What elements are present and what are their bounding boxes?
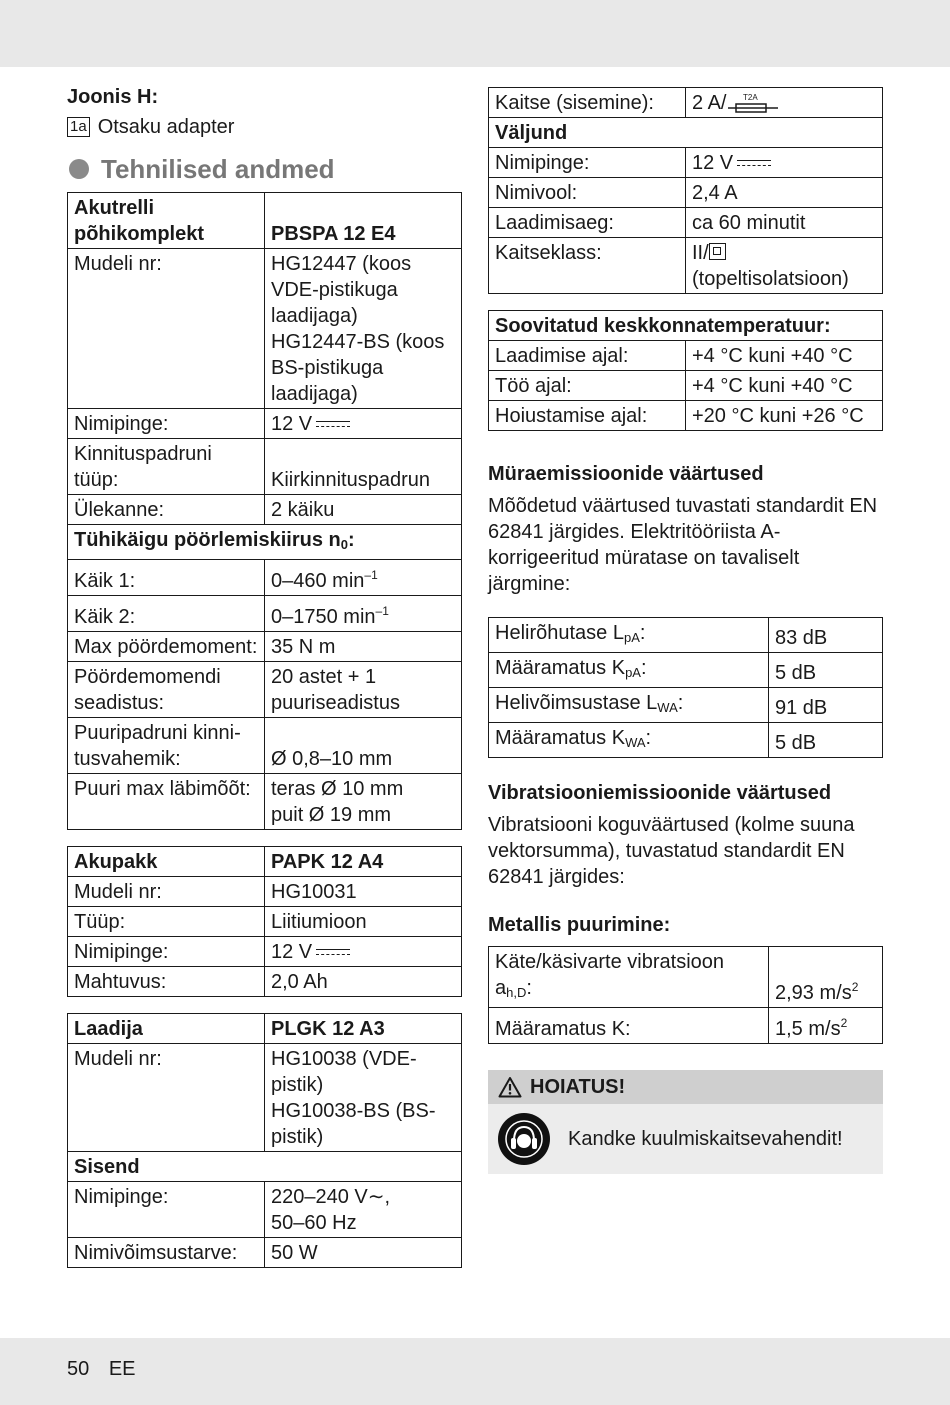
input-voltage-value-2: 50–60 Hz	[271, 1212, 357, 1234]
charger-output-table	[488, 87, 883, 294]
protection-class-text: II/	[692, 242, 709, 264]
gear-label: Ülekanne:	[68, 495, 265, 525]
page-number: 50	[67, 1358, 90, 1380]
torque-setting-label: Pöördemomendi seadistus:	[68, 662, 265, 718]
battery-capacity-label: Mahtuvus:	[68, 967, 265, 997]
uncertainty-label: Määramatus K:	[489, 1008, 769, 1044]
battery-head-model: PAPK 12 A4	[265, 847, 462, 877]
ear-protection-icon	[498, 1113, 550, 1165]
table-row	[489, 88, 883, 118]
input-voltage-label: Nimipinge:	[68, 1182, 265, 1238]
battery-voltage-value: 12 V	[271, 941, 313, 963]
drill-model-value-1: HG12447 (koos VDE-pistikuga laadijaga)	[271, 253, 412, 327]
right-column	[488, 87, 883, 1174]
noise-label	[489, 653, 769, 688]
temp-value: +20 °C kuni +26 °C	[686, 401, 883, 431]
vibration-table	[488, 946, 883, 1044]
torque-setting-value: 20 astet + 1 puuriseadistus	[265, 662, 462, 718]
table-row	[68, 525, 462, 560]
battery-type-value: Liitiumioon	[265, 907, 462, 937]
battery-head-label: Akupakk	[68, 847, 265, 877]
fuse-value: 2 A/	[692, 92, 727, 114]
vibration-label-colon: :	[526, 977, 532, 999]
charger-model-label: Mudeli nr:	[68, 1044, 265, 1152]
chuck-range-label: Puuripadruni kinni-tusvahemik:	[68, 718, 265, 774]
input-heading: Sisend	[68, 1152, 462, 1182]
vibration-title: Vibratsiooniemissioonide väärtused	[488, 782, 832, 804]
table-row	[489, 208, 883, 238]
table-row	[489, 178, 883, 208]
vibration-value: 2,93 m/s	[775, 982, 852, 1004]
protection-class-line1	[692, 240, 876, 266]
table-row	[489, 238, 883, 294]
noise-value: 91 dB	[769, 688, 883, 723]
noise-label-sub: pA	[623, 630, 640, 645]
table-row	[489, 653, 883, 688]
gear2-value: 0–1750 min	[271, 606, 376, 628]
legend-row	[67, 114, 462, 140]
charger-model-value-1: HG10038 (VDE-pistik)	[271, 1048, 417, 1096]
table-row	[489, 148, 883, 178]
output-current-label: Nimivool:	[489, 178, 686, 208]
battery-specs-table	[67, 846, 462, 997]
bullet-dot-icon	[69, 159, 89, 179]
warning-header	[488, 1070, 883, 1104]
torque-label: Max pöördemoment:	[68, 632, 265, 662]
noise-label	[489, 618, 769, 653]
drill-model-value-2: HG12447-BS (koos BS-pistikuga laadijaga)	[271, 331, 445, 405]
drill-head-model: PBSPA 12 E4	[265, 193, 462, 249]
table-row	[489, 723, 883, 758]
gear2-label: Käik 2:	[68, 596, 265, 632]
table-row	[68, 495, 462, 525]
figure-title: Joonis H:	[67, 86, 159, 108]
chuck-range-value: Ø 0,8–10 mm	[265, 718, 462, 774]
dc-symbol-icon	[316, 420, 350, 430]
warning-text: Kandke kuulmiskaitsevahendit!	[568, 1128, 843, 1150]
warning-triangle-icon	[498, 1076, 522, 1098]
gear2-exp: –1	[375, 604, 389, 618]
table-row	[489, 371, 883, 401]
uncertainty-exp: 2	[840, 1016, 848, 1030]
table-row	[68, 560, 462, 596]
table-row	[68, 774, 462, 830]
drill-model-label: Mudeli nr:	[68, 249, 265, 409]
output-voltage-label: Nimipinge:	[489, 148, 686, 178]
table-row	[68, 718, 462, 774]
table-row	[68, 409, 462, 439]
vibration-text: Vibratsiooni koguväärtused (kolme suuna vektorsumma), tuvastatud standardit EN 62841 järgides:	[488, 814, 855, 888]
section-title: Tehnilised andmed	[101, 154, 335, 184]
left-column	[67, 84, 462, 1268]
charger-head-label: Laadija	[68, 1014, 265, 1044]
torque-value: 35 N m	[265, 632, 462, 662]
dc-symbol-icon	[737, 159, 771, 169]
noise-value: 83 dB	[769, 618, 883, 653]
table-row	[68, 632, 462, 662]
input-voltage-value-1: 220–240 V∼,	[271, 1186, 391, 1208]
gear1-cell	[265, 560, 462, 596]
vibration-label-sub: h,D	[506, 985, 527, 1000]
max-diameter-value	[265, 774, 462, 830]
table-row	[68, 1044, 462, 1152]
noise-value: 5 dB	[769, 723, 883, 758]
noise-label-text: Määramatus K	[495, 727, 626, 749]
metal-drilling-title: Metallis puurimine:	[488, 914, 671, 936]
max-diameter-steel: teras Ø 10 mm	[271, 778, 404, 800]
noise-label-sub: pA	[625, 665, 641, 680]
table-row	[489, 118, 883, 148]
table-row	[489, 401, 883, 431]
gear-value: 2 käiku	[265, 495, 462, 525]
noise-text: Mõõdetud väärtused tuvastati standardit EN 62841 järgides. Elektritööriista A-korrigeeritud müratase on tavaliselt järgmine:	[488, 495, 878, 595]
table-row	[68, 1152, 462, 1182]
warning-title: HOIATUS!	[530, 1076, 626, 1098]
table-row	[68, 1238, 462, 1268]
table-row	[68, 937, 462, 967]
protection-class-value	[686, 238, 883, 294]
table-row	[68, 439, 462, 495]
fuse-symbol-label: T2A	[743, 92, 759, 102]
uncertainty-value-cell	[769, 1008, 883, 1044]
gear1-label: Käik 1:	[68, 560, 265, 596]
table-row	[68, 1182, 462, 1238]
table-row	[68, 907, 462, 937]
footer	[67, 1358, 150, 1381]
protection-class-line2: (topeltisolatsioon)	[692, 268, 849, 290]
noise-table	[488, 617, 883, 758]
warning-box	[488, 1070, 883, 1174]
legend-text: Otsaku adapter	[97, 116, 235, 138]
speed-heading: Tühikäigu pöörlemiskiirus $n_0$:	[68, 525, 462, 560]
table-row	[68, 662, 462, 718]
uncertainty-value: 1,5 m/s	[775, 1018, 841, 1040]
noise-label-sub: WA	[657, 700, 678, 715]
output-voltage-cell	[686, 148, 883, 178]
vibration-label-text: Käte/käsivarte vibratsioon a	[495, 951, 725, 999]
gear2-cell	[265, 596, 462, 632]
noise-colon: :	[645, 727, 652, 749]
warning-body	[488, 1104, 883, 1174]
legend-badge: 1a	[67, 117, 90, 137]
noise-value: 5 dB	[769, 653, 883, 688]
dc-symbol-icon	[316, 948, 350, 958]
noise-label	[489, 723, 769, 758]
table-row	[489, 688, 883, 723]
table-row	[489, 947, 883, 1008]
temperature-table	[488, 310, 883, 431]
output-current-value: 2,4 A	[686, 178, 883, 208]
noise-label-text: Helirõhutase L	[495, 622, 624, 644]
drill-model-value	[265, 249, 462, 409]
chuck-type-value: Kiirkinnituspadrun	[265, 439, 462, 495]
noise-title: Müraemissioonide väärtused	[488, 463, 764, 485]
output-heading: Väljund	[489, 118, 883, 148]
protection-class-label: Kaitseklass:	[489, 238, 686, 294]
charger-head-model: PLGK 12 A3	[265, 1014, 462, 1044]
fuse-label: Kaitse (sisemine):	[489, 88, 686, 118]
noise-label-text: Helivõimsustase L	[495, 692, 658, 714]
table-row	[489, 1008, 883, 1044]
table-row	[489, 341, 883, 371]
gear1-value: 0–460 min	[271, 570, 365, 592]
table-row	[68, 1014, 462, 1044]
drill-voltage-cell	[265, 409, 462, 439]
drill-voltage-value: 12 V	[271, 413, 313, 435]
fuse-cell	[686, 88, 883, 118]
input-power-value: 50 W	[265, 1238, 462, 1268]
noise-colon: :	[640, 657, 647, 679]
vibration-label	[489, 947, 769, 1008]
speed-heading-text: Tühikäigu pöörlemiskiirus n	[74, 529, 341, 551]
battery-type-label: Tüüp:	[68, 907, 265, 937]
gear1-exp: –1	[364, 568, 378, 582]
battery-capacity-value: 2,0 Ah	[265, 967, 462, 997]
temp-value: +4 °C kuni +40 °C	[686, 371, 883, 401]
temp-value: +4 °C kuni +40 °C	[686, 341, 883, 371]
chuck-type-label: Kinnituspadruni tüüp:	[68, 439, 265, 495]
charger-specs-table	[67, 1013, 462, 1268]
input-power-label: Nimivõimsustarve:	[68, 1238, 265, 1268]
battery-model-value: HG10031	[265, 877, 462, 907]
language-code: EE	[108, 1358, 136, 1380]
charge-time-label: Laadimisaeg:	[489, 208, 686, 238]
drill-voltage-label: Nimipinge:	[68, 409, 265, 439]
input-voltage-value	[265, 1182, 462, 1238]
fuse-symbol-icon	[728, 92, 778, 116]
double-insulation-icon	[709, 243, 726, 260]
charger-model-value	[265, 1044, 462, 1152]
drill-specs-table	[67, 192, 462, 830]
table-row	[68, 877, 462, 907]
noise-label	[489, 688, 769, 723]
vibration-exp: 2	[851, 980, 859, 994]
battery-voltage-label: Nimipinge:	[68, 937, 265, 967]
noise-label-text: Määramatus K	[495, 657, 626, 679]
drill-head-label: Akutrelli põhikomplekt	[68, 193, 265, 249]
noise-label-sub: WA	[625, 735, 646, 750]
table-row	[68, 847, 462, 877]
table-row	[68, 193, 462, 249]
noise-colon: :	[639, 622, 646, 644]
table-row	[68, 249, 462, 409]
output-voltage-value: 12 V	[692, 152, 734, 174]
noise-colon: :	[677, 692, 684, 714]
max-diameter-label: Puuri max läbimõõt:	[68, 774, 265, 830]
charge-time-value: ca 60 minutit	[686, 208, 883, 238]
charger-model-value-2: HG10038-BS (BS-pistik)	[271, 1100, 436, 1148]
table-row	[68, 596, 462, 632]
battery-voltage-cell	[265, 937, 462, 967]
section-heading	[67, 156, 462, 182]
speed-heading-sub: 0	[340, 537, 348, 552]
table-row	[489, 311, 883, 341]
vibration-value-cell	[769, 947, 883, 1008]
temp-label: Hoiustamise ajal:	[489, 401, 686, 431]
max-diameter-wood: puit Ø 19 mm	[271, 804, 392, 826]
header-bar	[0, 0, 950, 67]
table-row	[68, 967, 462, 997]
temp-label: Laadimise ajal:	[489, 341, 686, 371]
battery-model-label: Mudeli nr:	[68, 877, 265, 907]
temp-label: Töö ajal:	[489, 371, 686, 401]
temperature-heading: Soovitatud keskkonnatemperatuur:	[489, 311, 883, 341]
table-row	[489, 618, 883, 653]
